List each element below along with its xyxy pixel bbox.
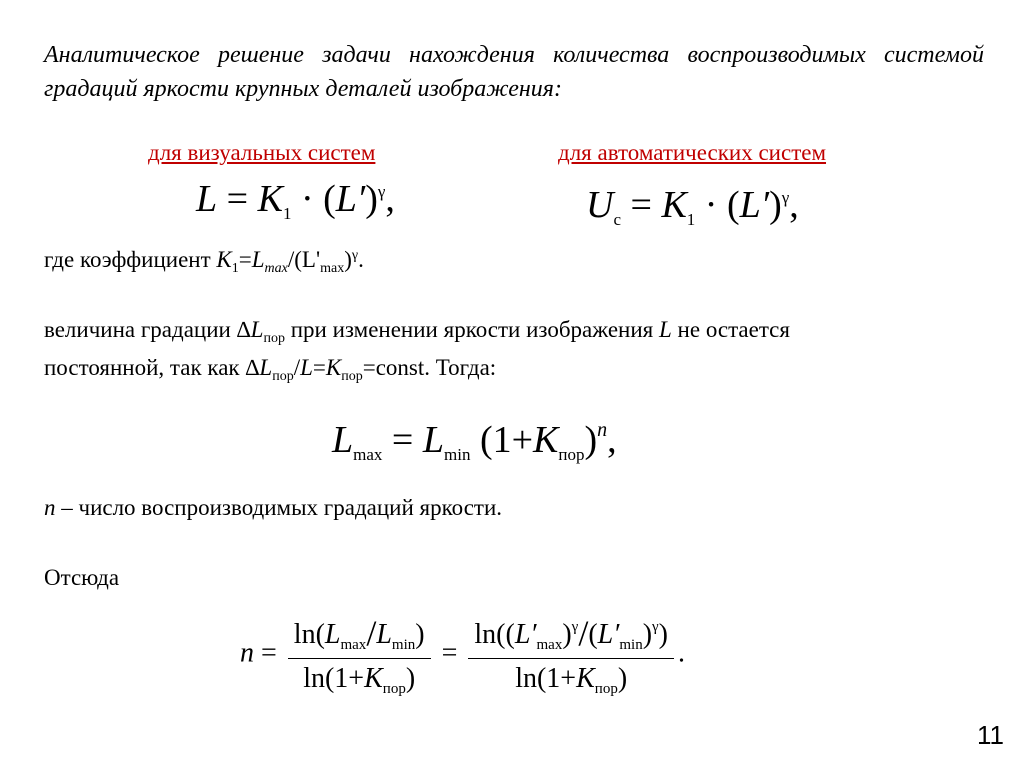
formula-visual: $L = K_1 \cdot (L')^\gamma$, [196,178,395,223]
page-number: 11 [977,720,1004,750]
formula-lmax: $L_{max} = L_{min}$ $(1+K_{пор})^n$, [332,419,617,464]
fraction-1: $\frac{\ln(L_{max}/L_{min})}{\ln(1+K_{пор})}$ [288,612,431,698]
formula-automatic: $U_с = K_1 \cdot (L')^\gamma$, [586,184,799,229]
gradation-line-1: величина градации $\Delta L_{пор}$ при изменении яркости изображения L не остается [44,317,790,346]
otsyuda-label: Отсюда [44,565,120,590]
intro-paragraph: Аналитическое решение задачи нахождения количества воспроизводимых системой градаций яркости крупных деталей изображения: [44,42,984,102]
n-definition-line: n – число воспроизводимых градаций яркости. [44,495,503,520]
gradation-line-2: постоянной, так как $\Delta L_{пор}/L=K_{пор}=const$. Тогда: [44,355,497,384]
coefficient-line: где коэффициент $K_1=L_{max}/(L'_{max})^\gamma$. [44,247,364,276]
formula-n: n = $\frac{\ln(L_{max}/L_{min})}{\ln(1+K_{пор})}$ = $\frac{\ln((L'_{max})^\gamma/(L'_{min})^\gamma)}{\ln(1+K_{пор})}$ . [240,613,685,697]
auto-systems-header: для автоматических систем [558,140,827,165]
visual-systems-header: для визуальных систем [148,140,376,165]
fraction-2: $\frac{\ln((L'_{max})^\gamma/(L'_{min})^\gamma)}{\ln(1+K_{пор})}$ [468,612,674,698]
